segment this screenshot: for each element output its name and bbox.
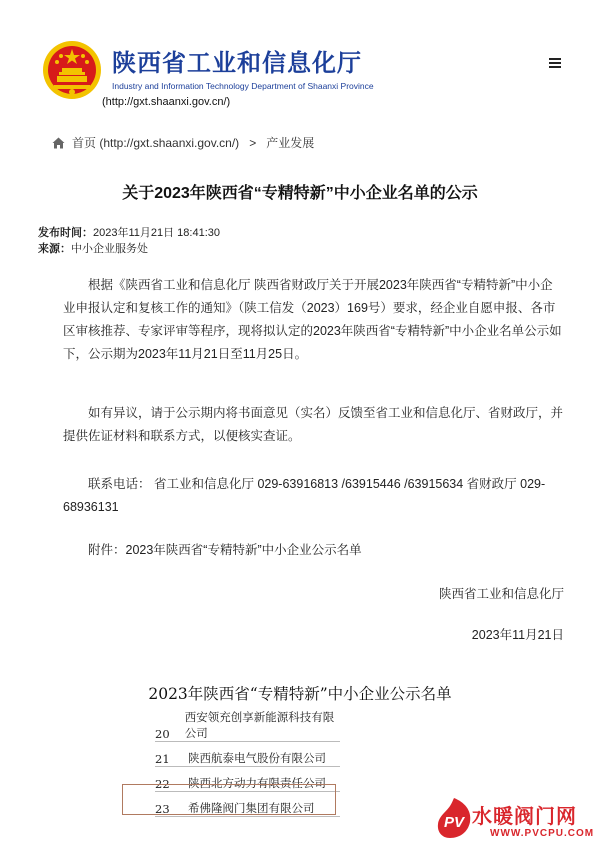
contact-text: 联系电话： 省工业和信息化厅 029-63916813 /63915446 /63915634 省财政厅 029-68936131 [63, 477, 546, 514]
publish-date: 2023年11月21日 [471, 628, 564, 642]
org-name-cn: 陕西省工业和信息化厅 [112, 50, 362, 77]
company-name: 陕西北方动力有限责任公司 [188, 776, 326, 790]
breadcrumb-current[interactable]: 产业发展 [266, 136, 315, 150]
article-title: 关于2023年陕西省“专精特新”中小企业名单的公示 [122, 185, 478, 202]
signature: 陕西省工业和信息化厅 [438, 587, 564, 601]
home-icon [52, 137, 65, 149]
attachment-text[interactable]: 附件：2023年陕西省“专精特新”中小企业公示名单 [88, 543, 362, 557]
national-emblem-icon [42, 40, 102, 100]
source [38, 240, 148, 256]
paragraph-3 [63, 473, 563, 519]
site-url[interactable]: (http://gxt.shaanxi.gov.cn/) [102, 96, 231, 108]
list-row [155, 745, 340, 767]
publish-time-label: 发布时间： [38, 227, 93, 239]
breadcrumb [52, 134, 314, 151]
source-label: 来源： [38, 243, 71, 255]
attachment [63, 539, 563, 562]
watermark-logo-icon [434, 796, 474, 840]
breadcrumb-separator: > [249, 135, 257, 150]
company-name: 陕西航泰电气股份有限公司 [188, 751, 326, 765]
company-name: 西安领充创享新能源科技有限公司 [184, 710, 335, 740]
paragraph-1 [63, 274, 563, 366]
list-row [155, 710, 340, 742]
watermark-url: WWW.PVCPU.COM [490, 828, 595, 839]
paragraph-2-text: 如有异议，请于公示期内将书面意见（实名）反馈至省工业和信息化厅、省财政厅，并提供佐证材料和联系方式，以便核实查证。 [63, 406, 564, 443]
company-name: 希佛隆阀门集团有限公司 [188, 801, 315, 815]
svg-text:PV: PV [443, 814, 465, 831]
menu-icon[interactable] [549, 58, 561, 70]
row-number: 22 [155, 777, 170, 791]
list-title: 2023年陕西省“专精特新”中小企业公示名单 [148, 685, 452, 703]
row-number: 21 [155, 752, 170, 766]
source-value: 中小企业服务处 [71, 243, 148, 255]
org-name-en: Industry and Information Technology Department of Shaanxi Province [112, 81, 374, 91]
row-number: 23 [155, 802, 170, 816]
highlight-box [122, 784, 336, 815]
paragraph-2 [63, 402, 563, 448]
publish-time-value: 2023年11月21日 18:41:30 [93, 227, 220, 239]
paragraph-1-text: 根据《陕西省工业和信息化厅 陕西省财政厅关于开展2023年陕西省“专精特新”中小企业申报认定和复核工作的通知》（陕工信发（2023）169号）要求，经企业自愿申报、各市区审核推荐、专家评审等程序，现将拟认定的2023年陕西省“专精特新”中小企业名单公示如下，公示期为2023年11月21日至11月25日。 [63, 278, 562, 361]
publish-time [38, 224, 220, 240]
watermark-text: 水暖阀门网 [472, 806, 577, 828]
breadcrumb-home-link[interactable]: 首页 (http://gxt.shaanxi.gov.cn/) [72, 136, 240, 150]
row-number: 20 [155, 727, 170, 741]
